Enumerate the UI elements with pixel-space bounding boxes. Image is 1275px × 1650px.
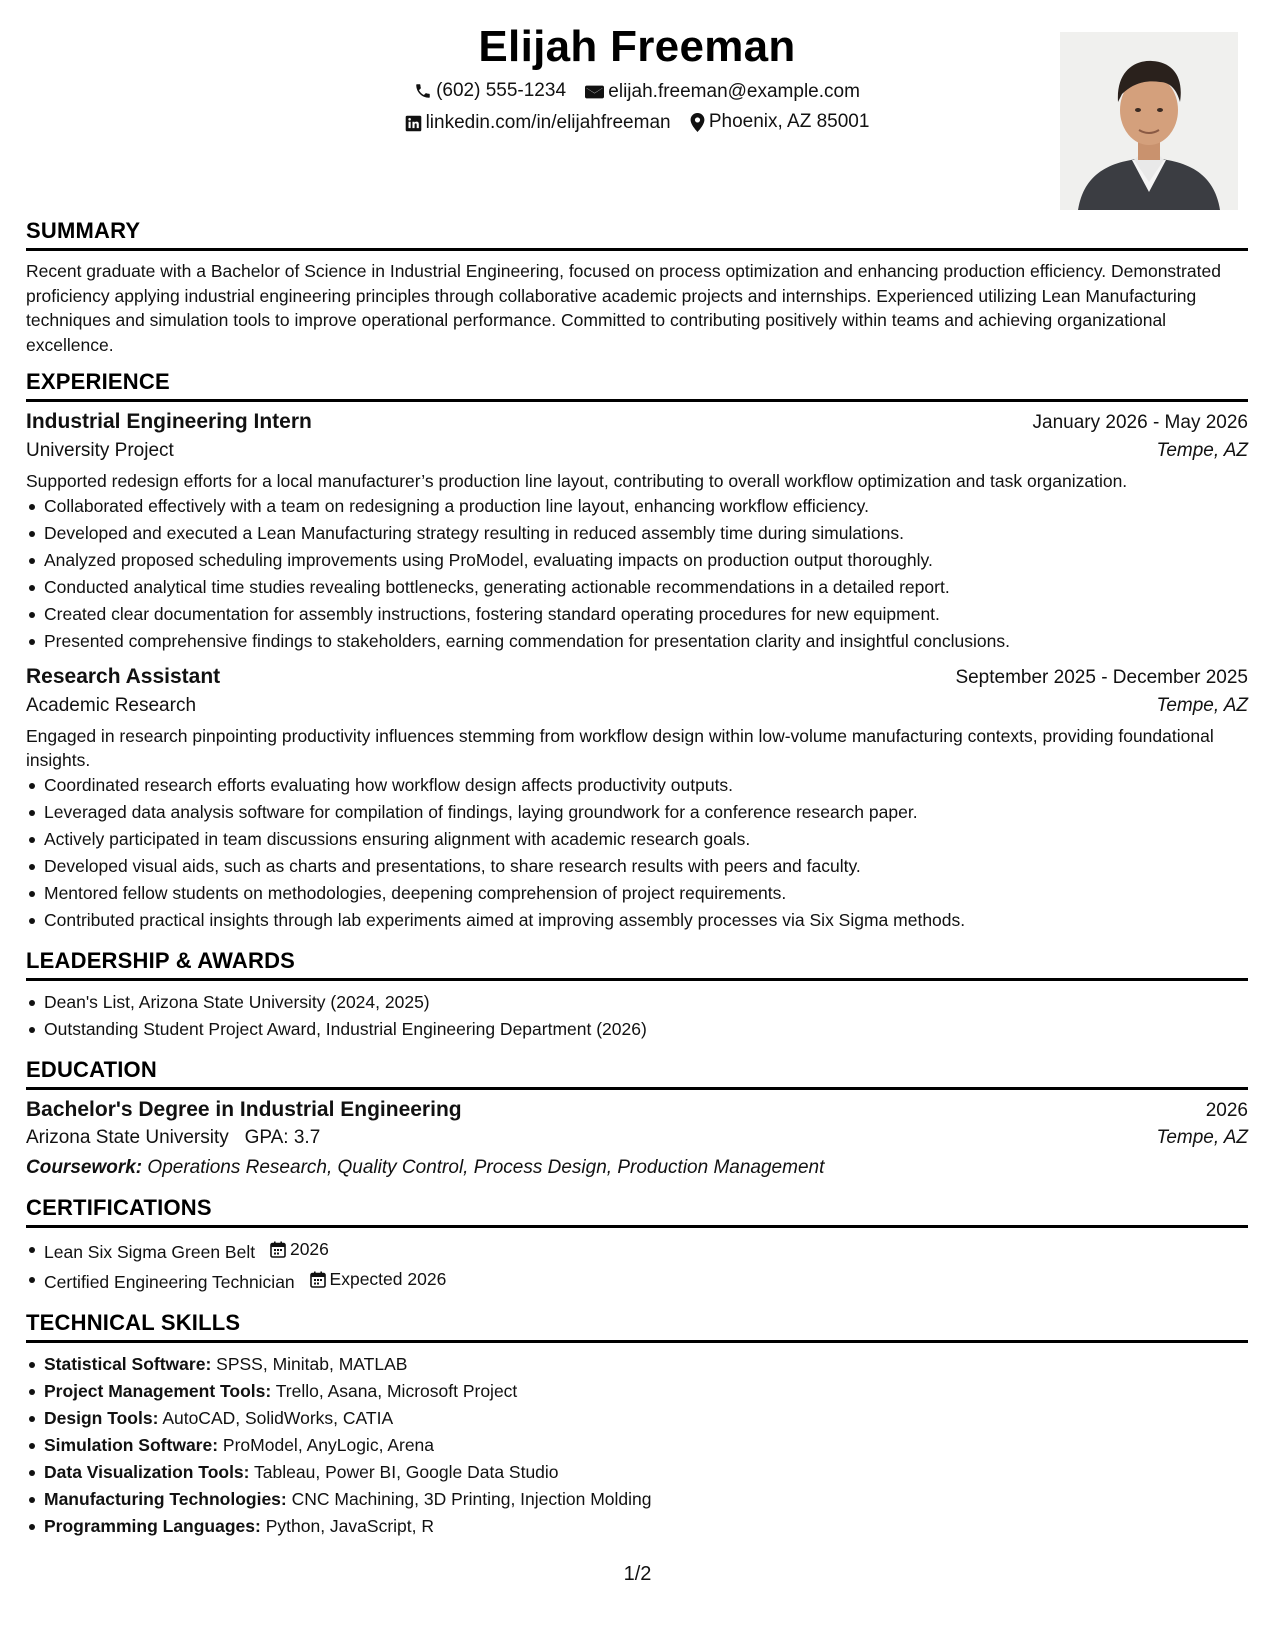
skill-label: Design Tools: (44, 1408, 159, 1428)
job-title: Industrial Engineering Intern (26, 410, 312, 433)
job-description: Engaged in research pinpointing productivity influences stemming from workflow design within low-volume manufacturing contexts, providing foundational insights. (26, 726, 1214, 770)
list-item (44, 1432, 1248, 1459)
linkedin-contact[interactable] (405, 112, 671, 134)
awards-list (26, 989, 1248, 1043)
list-item: Developed and executed a Lean Manufacturing strategy resulting in reduced assembly time during simulations. (44, 520, 1248, 547)
list-item: Presented comprehensive findings to stakeholders, earning commendation for presentation clarity and insightful conclusions. (44, 628, 1248, 655)
list-item (44, 1266, 1248, 1296)
graduation-year: 2026 (1205, 1100, 1248, 1121)
list-item: Analyzed proposed scheduling improvements using ProModel, evaluating impacts on production output thoroughly. (44, 547, 1248, 574)
list-item: Developed visual aids, such as charts and presentations, to share research results with peers and faculty. (44, 853, 1248, 880)
phone-contact[interactable] (414, 80, 566, 102)
skills-section (26, 1310, 1248, 1540)
email-text: elijah.freeman@example.com (608, 81, 860, 102)
list-item: Actively participated in team discussions ensuring alignment with academic research goals. (44, 826, 1248, 853)
job-organization: Academic Research (26, 695, 197, 716)
job-bullets (26, 772, 1248, 934)
job-description: Supported redesign efforts for a local manufacturer’s production line layout, contributing to overall workflow optimization and task organization. (26, 471, 1128, 491)
skill-value: CNC Machining, 3D Printing, Injection Molding (291, 1489, 652, 1509)
job-location: Tempe, AZ (1156, 440, 1248, 461)
phone-text: (602) 555-1234 (436, 80, 567, 101)
list-item: Created clear documentation for assembly instructions, fostering standard operating procedures for new equipment. (44, 601, 1248, 628)
skill-value: SPSS, Minitab, MATLAB (216, 1354, 408, 1374)
list-item: Conducted analytical time studies revealing bottlenecks, generating actionable recommendations in a detailed report. (44, 574, 1248, 601)
experience-section (26, 369, 1248, 934)
skill-value: ProModel, AnyLogic, Arena (222, 1435, 435, 1455)
resume-page (26, 0, 1248, 1540)
certification-name: Certified Engineering Technician (44, 1272, 295, 1292)
calendar-icon (310, 1271, 326, 1288)
experience-heading: EXPERIENCE (26, 369, 1248, 402)
skill-label: Simulation Software: (44, 1435, 219, 1455)
job-entry (26, 410, 1248, 655)
linkedin-text: linkedin.com/in/elijahfreeman (425, 112, 671, 133)
job-title: Research Assistant (26, 665, 221, 688)
list-item (44, 1459, 1248, 1486)
portrait-illustration (1060, 32, 1238, 210)
list-item (44, 1378, 1248, 1405)
skills-list (26, 1351, 1248, 1540)
envelope-icon (585, 84, 604, 100)
list-item: Contributed practical insights through lab experiments aimed at improving assembly processes via Six Sigma methods. (44, 907, 1248, 934)
job-date: September 2025 - December 2025 (955, 667, 1248, 688)
skill-label: Statistical Software: (44, 1354, 212, 1374)
list-item (44, 1513, 1248, 1540)
summary-text: Recent graduate with a Bachelor of Science in Industrial Engineering, focused on process optimization and enhancing production efficiency. Demonstrated proficiency applying industrial engineering principles through collaborative academic projects and internships. Experienced utilizing Lean Manufacturing techniques and simulation tools to improve operational performance. Committed to contributing positively within teams and achieving organizational excellence. (26, 261, 1221, 355)
list-item (44, 1486, 1248, 1513)
certifications-section (26, 1195, 1248, 1296)
calendar-icon (270, 1241, 286, 1258)
school-location: Tempe, AZ (1156, 1127, 1248, 1148)
education-heading: EDUCATION (26, 1057, 1248, 1090)
certifications-heading: CERTIFICATIONS (26, 1195, 1248, 1228)
school-gpa (26, 1127, 320, 1149)
list-item: Leveraged data analysis software for compilation of findings, laying groundwork for a conference research paper. (44, 799, 1248, 826)
leadership-section (26, 948, 1248, 1043)
location-contact (690, 111, 870, 133)
skill-value: Trello, Asana, Microsoft Project (275, 1381, 518, 1401)
job-location: Tempe, AZ (1156, 695, 1248, 716)
profile-photo (1060, 32, 1238, 210)
location-text: Phoenix, AZ 85001 (708, 111, 870, 132)
summary-section (26, 218, 1248, 357)
certifications-list (26, 1236, 1248, 1296)
skill-label: Project Management Tools: (44, 1381, 272, 1401)
skill-label: Programming Languages: (44, 1516, 261, 1536)
candidate-name: Elijah Freeman (478, 22, 796, 71)
list-item (44, 1236, 1248, 1266)
degree-title: Bachelor's Degree in Industrial Engineering (26, 1098, 462, 1121)
leadership-heading: LEADERSHIP & AWARDS (26, 948, 1248, 981)
linkedin-icon (405, 115, 422, 132)
list-item: Mentored fellow students on methodologies, deepening comprehension of project requirements. (44, 880, 1248, 907)
education-section (26, 1057, 1248, 1179)
gpa: GPA: 3.7 (244, 1127, 321, 1148)
skill-label: Data Visualization Tools: (44, 1462, 250, 1482)
skill-value: AutoCAD, SolidWorks, CATIA (162, 1408, 394, 1428)
certification-date: Expected 2026 (329, 1269, 447, 1289)
school-name: Arizona State University (26, 1127, 229, 1148)
email-contact[interactable] (585, 81, 860, 103)
summary-heading: SUMMARY (26, 218, 1248, 251)
certification-date: 2026 (289, 1239, 329, 1259)
list-item (44, 1405, 1248, 1432)
coursework-list: Operations Research, Quality Control, Process Design, Production Management (147, 1157, 825, 1178)
resume-header (26, 0, 1248, 218)
skill-value: Tableau, Power BI, Google Data Studio (254, 1462, 559, 1482)
coursework-label: Coursework: (26, 1157, 143, 1178)
skill-value: Python, JavaScript, R (265, 1516, 434, 1536)
list-item: Coordinated research efforts evaluating how workflow design affects productivity outputs. (44, 772, 1248, 799)
list-item: Dean's List, Arizona State University (2024, 2025) (44, 989, 1248, 1016)
skills-heading: TECHNICAL SKILLS (26, 1310, 1248, 1343)
phone-icon (414, 82, 432, 100)
list-item: Collaborated effectively with a team on redesigning a production line layout, enhancing workflow efficiency. (44, 493, 1248, 520)
job-bullets (26, 493, 1248, 655)
certification-name: Lean Six Sigma Green Belt (44, 1242, 256, 1262)
list-item: Outstanding Student Project Award, Industrial Engineering Department (2026) (44, 1016, 1248, 1043)
list-item (44, 1351, 1248, 1378)
page-indicator: 1/2 (623, 1563, 652, 1585)
job-date: January 2026 - May 2026 (1032, 412, 1248, 433)
job-organization: University Project (26, 440, 174, 461)
skill-label: Manufacturing Technologies: (44, 1489, 287, 1509)
coursework (26, 1157, 1248, 1179)
job-entry (26, 665, 1248, 934)
map-pin-icon (690, 113, 705, 132)
